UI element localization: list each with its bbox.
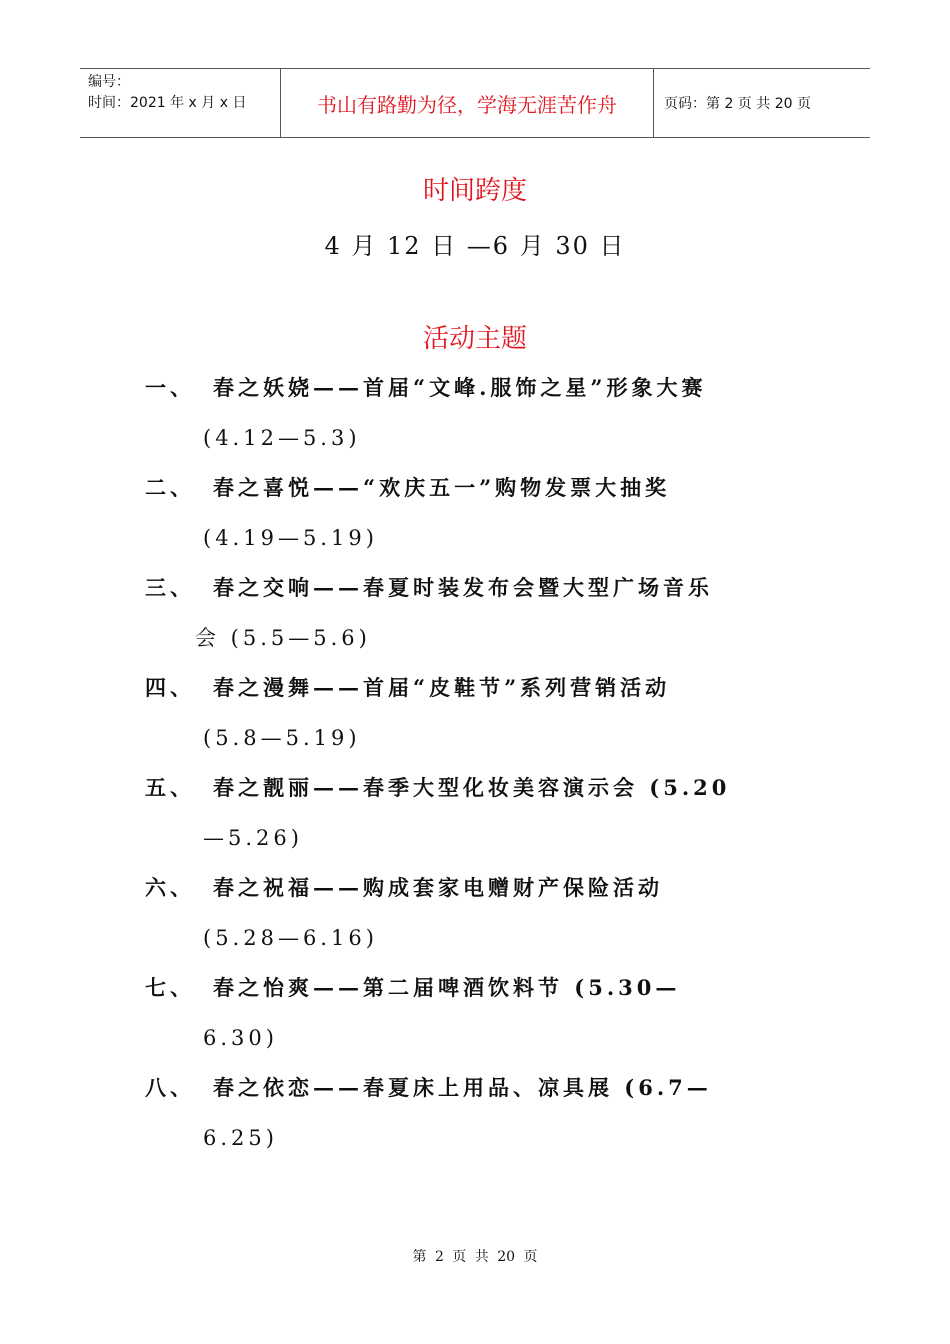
item-dates: 会 (5.5—5.6) (195, 626, 371, 650)
item-title: 春之靓丽——春季大型化妆美容演示会 (5.20 (213, 775, 731, 800)
page-footer: 第 2 页 共 20 页 (412, 1249, 538, 1265)
list-item (145, 768, 810, 868)
list-item (145, 968, 810, 1068)
header-motto: 书山有路勤为径，学海无涯苦作舟 (281, 69, 654, 137)
header-page-info: 页码：第 2 页 共 20 页 (664, 96, 811, 112)
item-number: 三、 (145, 575, 195, 600)
item-title: 春之漫舞——首届“皮鞋节”系列营销活动 (213, 675, 671, 700)
page-header (80, 68, 870, 138)
item-number: 六、 (145, 875, 195, 900)
time-span-title: 时间跨度 (422, 176, 527, 206)
item-dates: (5.8—5.19) (203, 726, 361, 750)
item-number: 七、 (145, 975, 195, 1000)
activities-title: 活动主题 (422, 324, 527, 354)
item-title: 春之喜悦——“欢庆五一”购物发票大抽奖 (213, 475, 671, 500)
item-dates: (4.12—5.3) (203, 426, 361, 450)
item-title: 春之依恋——春夏床上用品、凉具展 (6.7— (213, 1075, 712, 1100)
item-title: 春之怡爽——第二届啤酒饮料节 (5.30— (213, 975, 681, 1000)
item-number: 五、 (145, 775, 195, 800)
list-item (145, 1068, 810, 1168)
header-meta (80, 69, 281, 137)
list-item (145, 868, 810, 968)
item-title: 春之祝福——购成套家电赠财产保险活动 (213, 875, 663, 900)
item-title: 春之交响——春夏时装发布会暨大型广场音乐 (213, 575, 713, 600)
item-number: 四、 (145, 675, 195, 700)
item-dates: —5.26) (203, 826, 303, 850)
item-dates: (5.28—6.16) (203, 926, 378, 950)
item-number: 八、 (145, 1075, 195, 1100)
time-label: 时间：2021 年 x 月 x 日 (88, 95, 247, 111)
item-title: 春之妖娆——首届“文峰.服饰之星”形象大赛 (213, 375, 707, 400)
item-number: 一、 (145, 375, 195, 400)
item-dates: 6.25) (203, 1126, 278, 1150)
list-item (145, 468, 810, 568)
list-item (145, 668, 810, 768)
list-item (145, 368, 810, 468)
item-number: 二、 (145, 475, 195, 500)
time-span-value: 4 月 12 日 —6 月 30 日 (324, 232, 626, 260)
item-dates: (4.19—5.19) (203, 526, 378, 550)
serial-label: 编号： (88, 74, 130, 90)
activity-list (145, 368, 810, 1168)
item-dates: 6.30) (203, 1026, 278, 1050)
list-item (145, 568, 810, 668)
